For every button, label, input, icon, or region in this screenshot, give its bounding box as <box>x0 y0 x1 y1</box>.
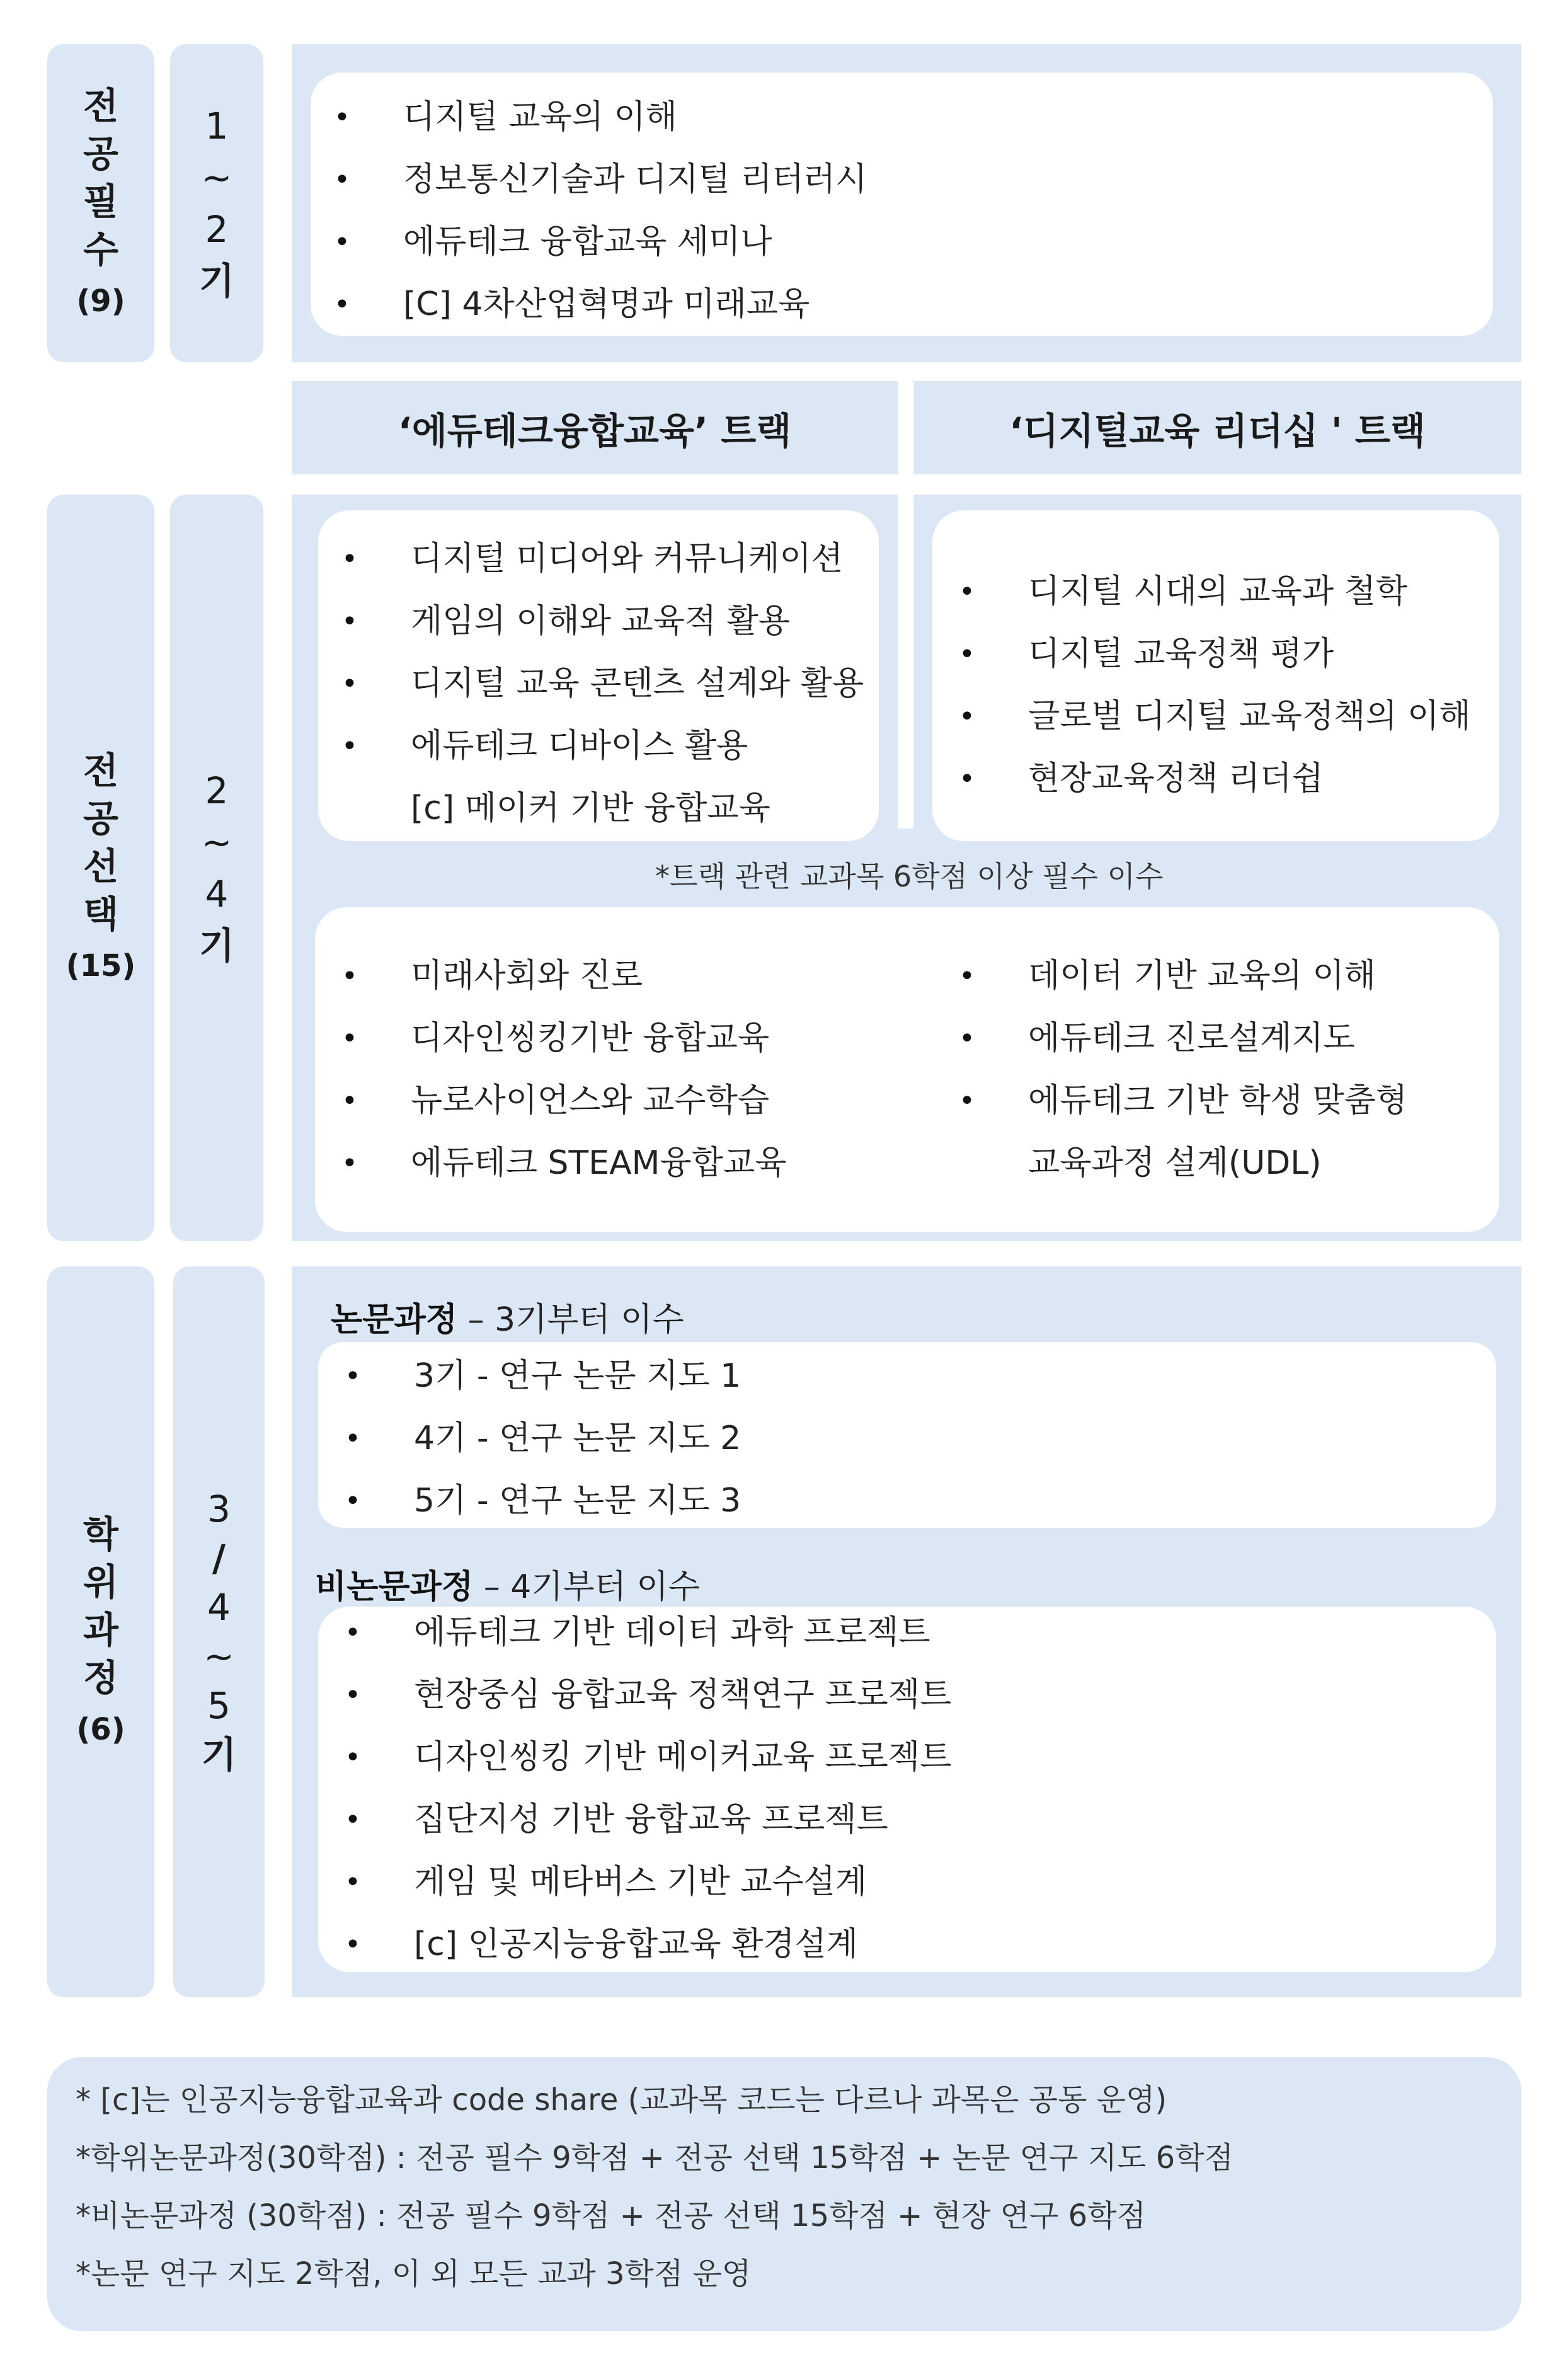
list-item: • 디지털 교육 콘텐츠 설계와 활용 <box>411 653 864 715</box>
list-item: • 에듀테크 디바이스 활용 <box>411 715 864 777</box>
footnote-box <box>47 2057 1521 2331</box>
list-item: • 미래사회와 진로 <box>411 945 786 1007</box>
nonthesis-name: 비논문과정 <box>315 1568 474 1606</box>
label-char: 수 <box>83 227 119 271</box>
term-char: / <box>212 1537 226 1580</box>
left-track-title: ‘에듀테크융합교육’ 트랙 <box>292 381 898 474</box>
thesis-title <box>331 1293 684 1340</box>
label-char: 전 <box>83 84 119 127</box>
track-note: *트랙 관련 교과목 6학점 이상 필수 이수 <box>655 859 1164 893</box>
term-char: ~ <box>201 820 232 864</box>
degree-label <box>47 1266 154 1997</box>
list-item: • 디지털 미디어와 커뮤니케이션 <box>411 528 864 590</box>
term-char: 1 <box>205 104 229 147</box>
credits: (9) <box>76 283 125 319</box>
list-item: • 3기 - 연구 논문 지도 1 <box>414 1345 741 1408</box>
label-char: 선 <box>83 844 119 888</box>
term-char: 기 <box>201 1733 237 1776</box>
label-char: 공 <box>83 132 119 175</box>
right-track-title: ‘디지털교육 리더십 ' 트랙 <box>913 381 1521 474</box>
required-card <box>311 72 1493 336</box>
common-elective-card <box>315 907 1499 1232</box>
term-char: 3 <box>207 1488 231 1530</box>
thesis-suffix: – 3기부터 이수 <box>457 1301 684 1339</box>
nonthesis-title <box>315 1560 700 1607</box>
list-item: • 4기 - 연구 논문 지도 2 <box>414 1408 741 1470</box>
list-item: • 에듀테크 기반 학생 맞춤형 <box>1028 1070 1407 1132</box>
list-item: • 디자인씽킹 기반 메이커교육 프로젝트 <box>414 1726 951 1789</box>
elective-term <box>170 495 263 1241</box>
list-item: • 현장교육정책 리더쉽 <box>1028 748 1471 810</box>
label-char: 학 <box>83 1513 119 1556</box>
list-item: • 5기 - 연구 논문 지도 3 <box>414 1470 741 1532</box>
list-item: • 에듀테크 진로설계지도 <box>1028 1007 1407 1070</box>
label-char: 전 <box>83 749 119 792</box>
right-track-course-list <box>1028 561 1471 810</box>
list-item: [c] 메이커 기반 융합교육 <box>411 789 770 827</box>
thesis-name: 논문과정 <box>331 1301 457 1339</box>
nonthesis-card <box>318 1607 1496 1972</box>
footnote-line: * [c]는 인공지능융합교육과 code share (교과목 코드는 다르나 과목은 공동 운영) <box>76 2082 1167 2118</box>
list-item: 교육과정 설계(UDL) <box>1028 1144 1322 1182</box>
label-char: 정 <box>83 1656 119 1699</box>
label-char: 필 <box>83 180 119 223</box>
thesis-list <box>414 1345 741 1532</box>
term-char: 2 <box>205 769 229 812</box>
list-item: • 데이터 기반 교육의 이해 <box>1028 945 1407 1007</box>
right-track-card <box>932 510 1499 841</box>
track-divider <box>898 495 913 829</box>
term-char: 4 <box>207 1586 231 1629</box>
label-char: 과 <box>83 1609 119 1651</box>
list-item: • 글로벌 디지털 교육정책의 이해 <box>1028 685 1471 748</box>
credits: (6) <box>76 1712 125 1747</box>
label-char: 공 <box>83 796 119 840</box>
list-item: • 정보통신기술과 디지털 리터러시 <box>403 149 867 211</box>
list-item: • 에듀테크 STEAM융합교육 <box>411 1132 786 1195</box>
list-item: • [C] 4차산업혁명과 미래교육 <box>403 273 867 336</box>
list-item: • 에듀테크 융합교육 세미나 <box>403 211 867 273</box>
footnote-line: *비논문과정 (30학점) : 전공 필수 9학점 + 전공 선택 15학점 + 현장 연구 6학점 <box>76 2198 1146 2234</box>
term-char: 기 <box>198 924 235 967</box>
list-item: • 게임 및 메타버스 기반 교수설계 <box>414 1851 951 1913</box>
list-item: • 에듀테크 기반 데이터 과학 프로젝트 <box>414 1602 951 1664</box>
degree-term <box>173 1266 265 1997</box>
term-char: 4 <box>205 872 229 915</box>
required-label <box>47 44 154 362</box>
required-term <box>170 44 263 362</box>
nonthesis-list <box>414 1602 951 1976</box>
thesis-card <box>318 1342 1496 1528</box>
list-item: • 디자인씽킹기반 융합교육 <box>411 1007 786 1070</box>
required-course-list <box>403 86 867 336</box>
list-item: • 디지털 시대의 교육과 철학 <box>1028 561 1471 623</box>
term-char: 5 <box>207 1684 231 1727</box>
label-char: 위 <box>83 1561 119 1603</box>
footnote-line: *학위논문과정(30학점) : 전공 필수 9학점 + 전공 선택 15학점 + 논문 연구 지도 6학점 <box>76 2140 1233 2176</box>
list-item: • 디지털 교육정책 평가 <box>1028 623 1471 685</box>
nonthesis-suffix: – 4기부터 이수 <box>473 1568 701 1606</box>
common-right-list <box>1028 945 1407 1195</box>
list-item: • 뉴로사이언스와 교수학습 <box>411 1070 786 1132</box>
term-char: ~ <box>203 1635 234 1678</box>
term-char: 기 <box>198 259 235 302</box>
list-item: • 집단지성 기반 융합교육 프로젝트 <box>414 1789 951 1851</box>
left-track-card <box>318 510 879 841</box>
credits: (15) <box>66 948 136 984</box>
elective-label <box>47 495 154 1241</box>
left-track-course-list <box>411 528 864 840</box>
list-item: • [c] 인공지능융합교육 환경설계 <box>414 1913 951 1976</box>
list-item: • 디지털 교육의 이해 <box>403 86 867 149</box>
label-char: 택 <box>83 892 119 936</box>
term-char: ~ <box>201 156 232 199</box>
list-item: • 게임의 이해와 교육적 활용 <box>411 590 864 653</box>
footnote-line: *논문 연구 지도 2학점, 이 외 모든 교과 3학점 운영 <box>76 2256 752 2292</box>
list-item: • 현장중심 융합교육 정책연구 프로젝트 <box>414 1664 951 1726</box>
term-char: 2 <box>205 207 229 251</box>
common-left-list <box>411 945 786 1195</box>
